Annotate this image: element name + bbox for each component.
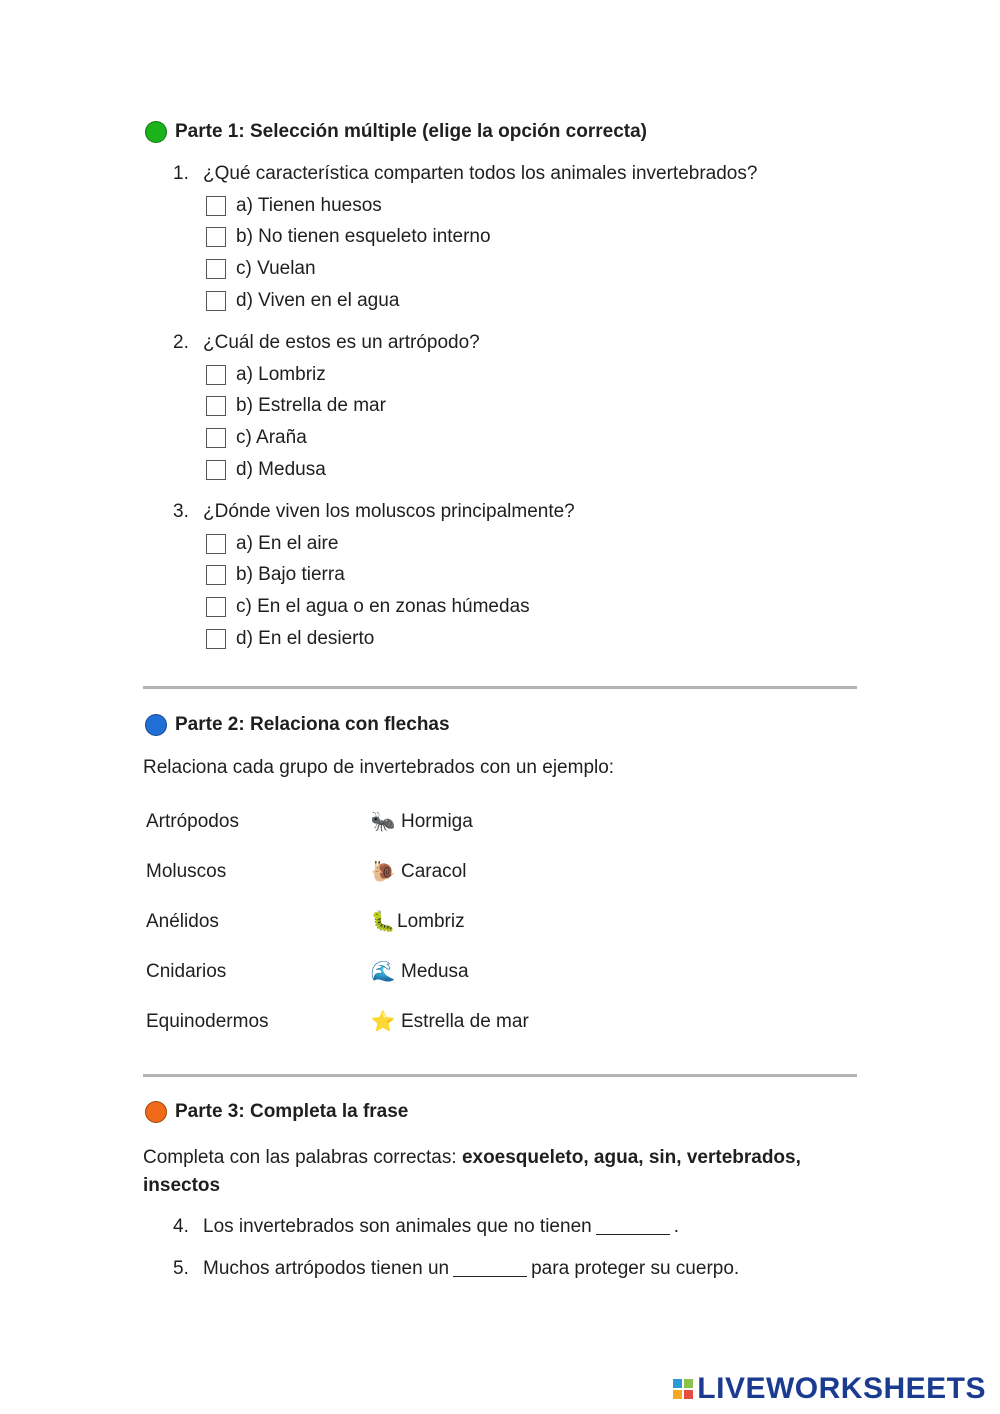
sentence-before: Muchos artrópodos tienen un: [203, 1258, 450, 1279]
worm-icon: 🐛: [370, 911, 396, 933]
orange-circle-icon: [145, 1101, 167, 1123]
option-row: [206, 359, 873, 391]
checkbox[interactable]: [206, 460, 226, 480]
option-label: a) Lombriz: [236, 363, 326, 385]
fill-in-list: [173, 1206, 873, 1290]
instruction-text: Completa con las palabras correctas:: [143, 1147, 462, 1168]
option-label: d) Viven en el agua: [236, 289, 400, 311]
word-bank: exoesqueleto, agua, sin, vertebrados, insectos: [143, 1147, 801, 1196]
checkbox[interactable]: [206, 565, 226, 585]
sentence-after: .: [673, 1216, 679, 1237]
blank-input[interactable]: [453, 1262, 527, 1277]
part3-title: Parte 3: Completa la frase: [175, 1101, 409, 1122]
group-label[interactable]: Anélidos: [146, 911, 219, 932]
logo-text: LIVEWORKSHEETS: [697, 1372, 986, 1405]
question-2: [173, 332, 873, 485]
option-label: a) En el aire: [236, 532, 339, 554]
snail-icon: 🐌: [370, 861, 396, 883]
option-row: [206, 190, 873, 222]
option-row: [206, 222, 873, 254]
example-item[interactable]: [371, 1011, 529, 1033]
checkbox[interactable]: [206, 227, 226, 247]
example-label: Caracol: [401, 861, 467, 882]
option-row: [206, 454, 873, 486]
checkbox[interactable]: [206, 428, 226, 448]
question-text: ¿Cuál de estos es un artrópodo?: [203, 332, 480, 353]
option-row: [206, 560, 873, 592]
star-icon: ⭐: [370, 1011, 396, 1033]
part2-title: Parte 2: Relaciona con flechas: [175, 714, 450, 735]
green-circle-icon: [145, 121, 167, 143]
wave-icon: 🌊: [370, 961, 396, 983]
option-label: b) No tienen esqueleto interno: [236, 226, 491, 248]
example-label: Lombriz: [397, 911, 465, 932]
question-number: 1.: [173, 163, 189, 184]
sentence-row: [173, 1248, 873, 1290]
matching-list: [143, 797, 743, 1047]
part2-instruction: Relaciona cada grupo de invertebrados con un ejemplo:: [143, 757, 615, 778]
option-row: [206, 285, 873, 317]
checkbox[interactable]: [206, 597, 226, 617]
option-label: b) Bajo tierra: [236, 564, 345, 586]
option-label: d) Medusa: [236, 458, 326, 480]
question-3: [173, 501, 873, 654]
example-item[interactable]: [371, 811, 473, 833]
section-divider: [143, 1074, 857, 1077]
sentence-after: para proteger su cuerpo.: [531, 1258, 740, 1279]
option-label: c) En el agua o en zonas húmedas: [236, 595, 530, 617]
sentence-before: Los invertebrados son animales que no tienen: [203, 1216, 592, 1237]
option-label: b) Estrella de mar: [236, 395, 386, 417]
question-1: [173, 163, 873, 316]
part2-heading: [145, 714, 450, 736]
logo-mark-icon: [673, 1379, 693, 1399]
part1-title: Parte 1: Selección múltiple (elige la opción correcta): [175, 121, 647, 142]
example-label: Medusa: [401, 961, 469, 982]
group-label[interactable]: Moluscos: [146, 861, 227, 882]
question-text: ¿Qué característica comparten todos los animales invertebrados?: [203, 163, 758, 184]
sentence-number: 5.: [173, 1258, 189, 1279]
part3-heading: [145, 1101, 408, 1123]
example-item[interactable]: [371, 911, 465, 933]
match-row: [143, 997, 743, 1047]
option-row: [206, 253, 873, 285]
part1-heading: [145, 121, 647, 143]
option-row: [206, 591, 873, 623]
checkbox[interactable]: [206, 291, 226, 311]
example-label: Estrella de mar: [401, 1011, 529, 1032]
question-text: ¿Dónde viven los moluscos principalmente?: [203, 501, 575, 522]
example-label: Hormiga: [401, 811, 473, 832]
blue-circle-icon: [145, 714, 167, 736]
option-label: d) En el desierto: [236, 627, 375, 649]
option-row: [206, 391, 873, 423]
liveworksheets-logo: [673, 1372, 986, 1406]
checkbox[interactable]: [206, 629, 226, 649]
option-row: [206, 623, 873, 655]
match-row: [143, 897, 743, 947]
section-divider: [143, 686, 857, 689]
group-label[interactable]: Equinodermos: [146, 1011, 269, 1032]
option-label: a) Tienen huesos: [236, 194, 382, 216]
part3-instruction: [143, 1144, 843, 1200]
option-label: c) Vuelan: [236, 257, 316, 279]
example-item[interactable]: [371, 961, 469, 983]
example-item[interactable]: [371, 861, 466, 883]
group-label[interactable]: Cnidarios: [146, 961, 227, 982]
sentence-row: [173, 1206, 873, 1248]
option-label: c) Araña: [236, 426, 307, 448]
checkbox[interactable]: [206, 534, 226, 554]
checkbox[interactable]: [206, 196, 226, 216]
match-row: [143, 847, 743, 897]
sentence-number: 4.: [173, 1216, 189, 1237]
group-label[interactable]: Artrópodos: [146, 811, 239, 832]
match-row: [143, 797, 743, 847]
checkbox[interactable]: [206, 259, 226, 279]
option-row: [206, 528, 873, 560]
question-number: 3.: [173, 501, 189, 522]
blank-input[interactable]: [596, 1220, 670, 1235]
checkbox[interactable]: [206, 396, 226, 416]
checkbox[interactable]: [206, 365, 226, 385]
ant-icon: 🐜: [370, 811, 396, 833]
question-number: 2.: [173, 332, 189, 353]
match-row: [143, 947, 743, 997]
option-row: [206, 422, 873, 454]
